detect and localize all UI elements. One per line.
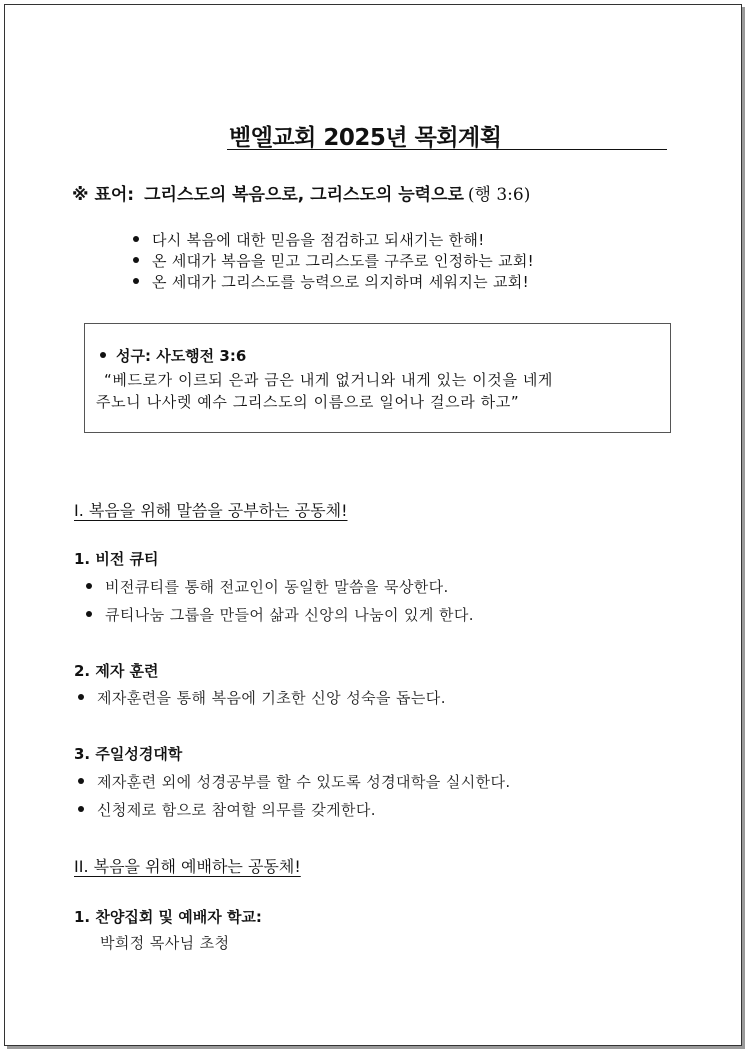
verse-heading: 성구: 사도행전 3:6 [100,345,246,366]
section-heading-1: I. 복음을 위해 말씀을 공부하는 공동체! [74,501,348,520]
list-item: 신청제로 함으로 참여할 의무를 갖게한다. [78,799,376,820]
subsection-title: 2. 제자 훈련 [74,662,159,680]
bullet-icon [78,806,84,812]
list-item: 큐티나눔 그룹을 만들어 삶과 신앙의 나눔이 있게 한다. [86,604,474,625]
subsection-title: 3. 주일성경대학 [74,745,183,763]
verse-text-line: “베드로가 이르되 은과 금은 내게 없거니와 내게 있는 이것을 네게 [104,371,554,389]
bullet-icon [86,611,92,617]
motto-reference: (행 3:6) [467,185,531,205]
list-item: 제자훈련을 통해 복음에 기초한 신앙 성숙을 돕는다. [78,687,446,708]
subsection-text: 박희정 목사님 초청 [100,934,230,952]
bullet-icon [133,257,139,263]
document-title: 벧엘교회 2025년 목회계획 [229,125,502,151]
bullet-icon [86,583,92,589]
list-item: 제자훈련 외에 성경공부를 할 수 있도록 성경대학을 실시한다. [78,771,511,792]
bullet-icon [78,694,84,700]
bullet-icon [133,236,139,242]
motto [72,180,530,205]
title-underline [227,149,667,150]
motto-point: 온 세대가 복음을 믿고 그리스도를 구주로 인정하는 교회! [133,250,534,271]
motto-text: 그리스도의 복음으로, 그리스도의 능력으로 [144,185,464,205]
subsection-title: 1. 비전 큐티 [74,550,159,568]
document-page [4,4,742,1046]
verse-text-line: 주노니 나사렛 예수 그리스도의 이름으로 일어나 걸으라 하고” [96,393,520,411]
bullet-icon [78,778,84,784]
section-heading-2: II. 복음을 위해 예배하는 공동체! [74,857,301,876]
motto-label: ※ 표어: [72,185,135,205]
bullet-icon [100,352,106,358]
list-item: 비전큐티를 통해 전교인이 동일한 말씀을 묵상한다. [86,576,449,597]
bullet-icon [133,278,139,284]
subsection-title: 1. 찬양집회 및 예배자 학교: [74,908,262,926]
motto-point: 다시 복음에 대한 믿음을 점검하고 되새기는 한해! [133,229,485,250]
motto-point: 온 세대가 그리스도를 능력으로 의지하며 세워지는 교회! [133,271,529,292]
